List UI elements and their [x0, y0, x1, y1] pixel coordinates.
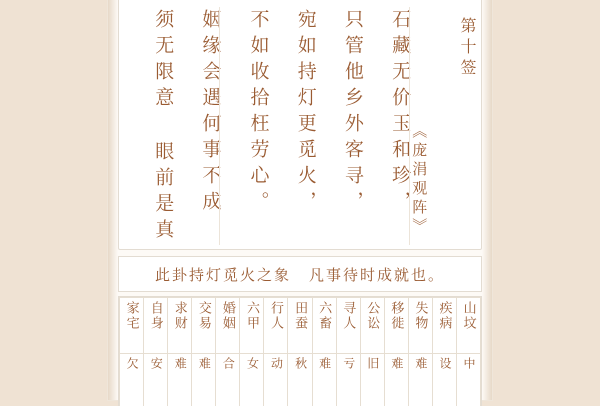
- cell-value: 难: [197, 357, 210, 370]
- cell-value: 旧: [366, 357, 379, 370]
- table-cell: [288, 354, 312, 406]
- cell-value: 难: [414, 357, 427, 370]
- table-cell: [192, 354, 216, 406]
- table-cell: [336, 354, 360, 406]
- table-cell: [168, 298, 192, 354]
- interpretation-right: 凡事待时成就也。: [309, 264, 445, 285]
- verse-line-5: 姻缘会遇何事不成: [172, 3, 219, 217]
- cell-value: 亏: [342, 357, 355, 370]
- table-cell: [240, 298, 264, 354]
- page-edge-right: [482, 0, 492, 400]
- table-cell: [240, 354, 264, 406]
- header-label: 行人: [269, 301, 283, 331]
- table-cell: [216, 298, 240, 354]
- header-label: 寻人: [341, 301, 355, 331]
- page-edge-left: [108, 0, 118, 400]
- table-cell: [264, 354, 288, 406]
- table-cell: [456, 354, 480, 406]
- header-label: 疾病: [437, 301, 451, 331]
- fortune-table: [118, 296, 482, 406]
- table-cell: [456, 298, 480, 354]
- header-label: 求财: [173, 301, 187, 331]
- table-cell: [408, 354, 432, 406]
- header-label: 公讼: [365, 301, 379, 331]
- interpretation-strip: [118, 256, 482, 292]
- table-cell: [312, 354, 336, 406]
- table-cell: [216, 354, 240, 406]
- verse-line-2: 只管他乡外客寻，: [315, 3, 362, 217]
- sign-number: 第十签: [426, 3, 475, 80]
- table-cell: [120, 298, 144, 354]
- poem-columns: [119, 0, 481, 249]
- verse-line-6: 须无限意 眼前是真: [125, 3, 172, 245]
- table-cell: [288, 298, 312, 354]
- table-cell: [360, 298, 384, 354]
- cell-value: 中: [462, 357, 475, 370]
- table-cell: [432, 298, 456, 354]
- header-label: 交易: [197, 301, 211, 331]
- table-cell: [336, 298, 360, 354]
- cell-value: 难: [317, 357, 330, 370]
- poem-panel: [118, 0, 482, 250]
- cell-value: 安: [149, 357, 162, 370]
- cell-value: 难: [173, 357, 186, 370]
- table-cell: [264, 298, 288, 354]
- header-label: 六甲: [245, 301, 259, 331]
- header-label: 婚姻: [221, 301, 235, 331]
- table-row-headers: [120, 298, 481, 354]
- table-cell: [192, 298, 216, 354]
- verse-line-4: 不如收拾枉劳心。: [220, 3, 267, 217]
- sign-story-title: 《庞涓观阵》: [410, 3, 426, 237]
- table-cell: [360, 354, 384, 406]
- table-cell: [312, 298, 336, 354]
- interpretation-left: 此卦持灯觅火之象: [155, 264, 291, 285]
- header-label: 田蚕: [293, 301, 307, 331]
- table-row: [120, 354, 481, 406]
- header-label: 自身: [148, 301, 162, 331]
- table-cell: [120, 354, 144, 406]
- table-cell: [168, 354, 192, 406]
- header-label: 移徙: [389, 301, 403, 331]
- table-cell: [432, 354, 456, 406]
- table-cell: [408, 298, 432, 354]
- verse-line-3: 宛如持灯更觅火，: [268, 3, 315, 217]
- cell-value: 秋: [293, 357, 306, 370]
- verse-line-1: 石藏无价玉和珍，: [362, 3, 409, 217]
- cell-value: 女: [245, 357, 258, 370]
- paper-card: [108, 0, 492, 400]
- table-cell: [144, 354, 168, 406]
- cell-value: 难: [390, 357, 403, 370]
- cell-value: 设: [438, 357, 451, 370]
- table-cell: [384, 354, 408, 406]
- table-cell: [384, 298, 408, 354]
- header-label: 家宅: [124, 301, 138, 331]
- cell-value: 动: [269, 357, 282, 370]
- table-cell: [144, 298, 168, 354]
- header-label: 山坟: [461, 301, 475, 331]
- cell-value: 合: [221, 357, 234, 370]
- cell-value: 欠: [125, 357, 138, 370]
- header-label: 失物: [413, 301, 427, 331]
- header-label: 六畜: [317, 301, 331, 331]
